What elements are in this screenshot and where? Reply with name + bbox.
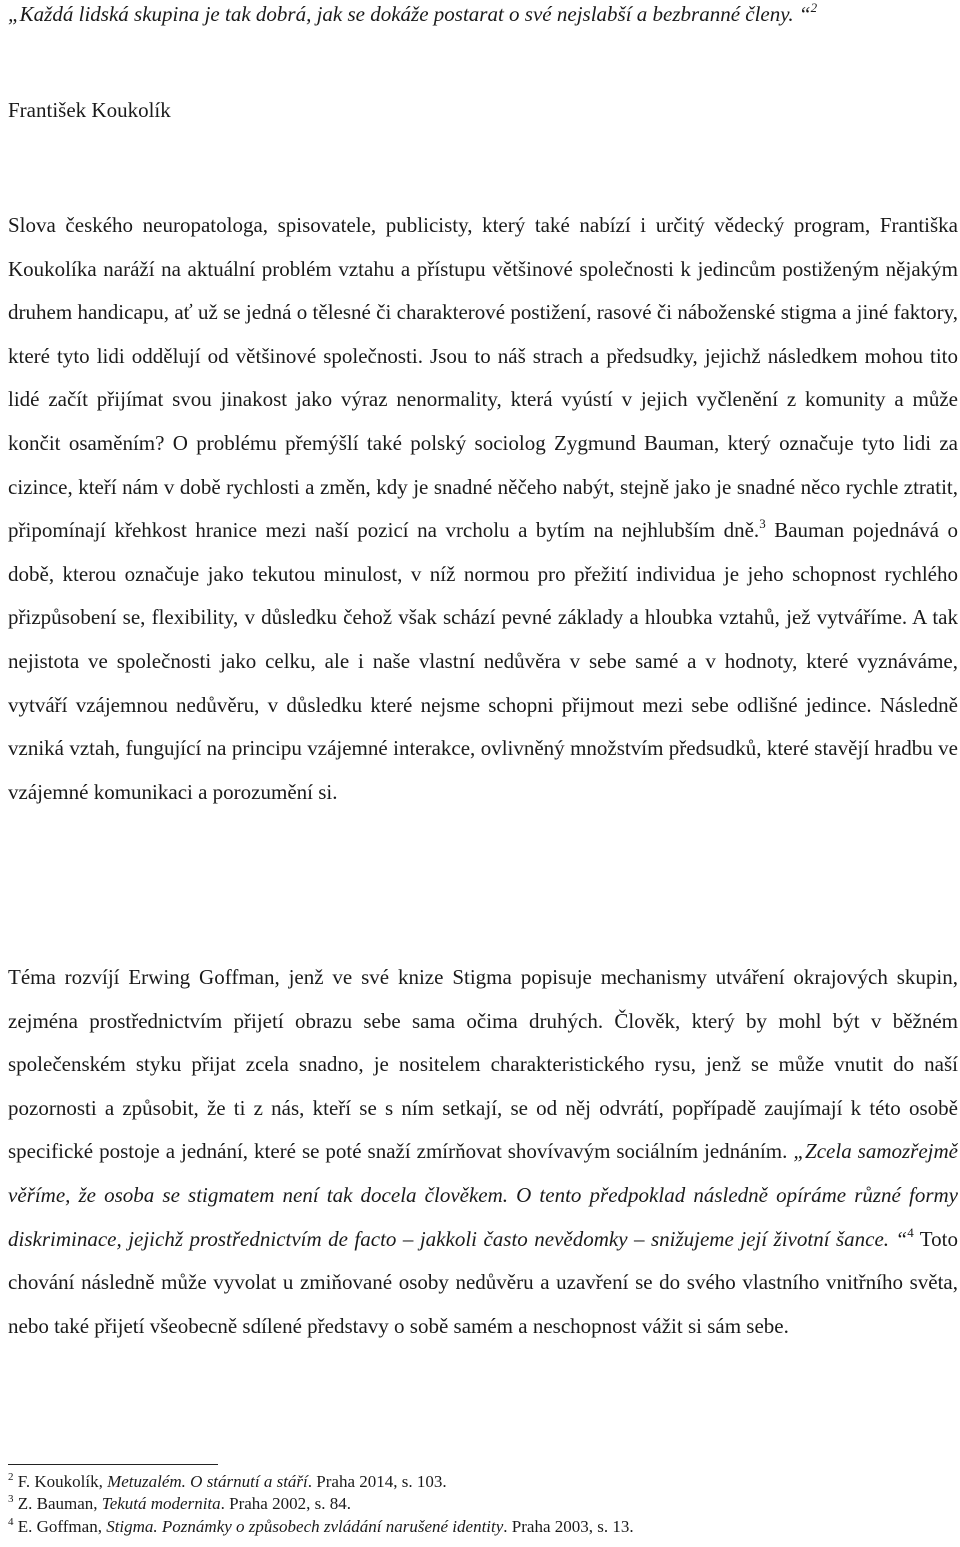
- footnote-rest: . Praha 2003, s. 13.: [503, 1516, 634, 1536]
- footnote-divider: [8, 1464, 218, 1465]
- footnote-title: Stigma. Poznámky o způsobech zvládání narušené identity: [106, 1516, 504, 1536]
- footnote-separator: ,: [93, 1494, 102, 1514]
- footnote-number: 4: [8, 1515, 14, 1528]
- footnote-title: Metuzalém. O stárnutí a stáří: [107, 1472, 308, 1491]
- paragraph-1: [8, 204, 958, 814]
- footnote-title: Tekutá modernita: [101, 1494, 221, 1514]
- paragraph-2: [8, 956, 958, 1348]
- footnote-ref-2[interactable]: 2: [810, 0, 818, 15]
- footnote-ref-4[interactable]: 4: [907, 1224, 914, 1240]
- footnote-3: [8, 1493, 958, 1515]
- footnote-author: F. Koukolík: [17, 1472, 99, 1491]
- footnote-separator: ,: [97, 1516, 107, 1536]
- footnote-rest: . Praha 2002, s. 84.: [220, 1494, 351, 1514]
- footnote-author: Z. Bauman: [17, 1494, 94, 1514]
- footnote-separator: ,: [98, 1472, 108, 1491]
- footnote-number: 3: [8, 1493, 14, 1506]
- paragraph-1-text-a: Slova českého neuropatologa, spisovatele, publicisty, který také nabízí i určitý vědecký program, Františka Koukolíka naráží na aktuální problém vztahu a přístupu většinové společnosti k jedincům postiženým nějakým druhem handicapu, ať už se jedná o tělesné či charakterové postižení, rasové či náboženské stigma a jiné faktory, které tyto lidi oddělují od většinové společnosti. Jsou to náš strach a předsudky, jejichž následkem mohou tito lidé začít přijímat svou jinakost jako výraz nenormality, která vyústí v jejich vyčlenění z komunity a může končit osaměním? O problému přemýšlí také polský sociolog Zygmund Bauman, který označuje tyto lidi za cizince, kteří nám v době rychlosti a změn, kdy je snadné něčeho nabýt, stejně jako je snadné něco rychle ztratit, připomínají křehkost hranice mezi naší pozicí na vrcholu a bytím na nejhlubším dně.: [8, 213, 958, 543]
- footnote-author: E. Goffman: [17, 1516, 98, 1536]
- epigraph-quote: [8, 0, 958, 37]
- epigraph-author: František Koukolík: [8, 98, 171, 122]
- paragraph-2-text-a: Téma rozvíjí Erwing Goffman, jenž ve své knize Stigma popisuje mechanismy utváření okrajových skupin, zejména prostřednictvím přijetí obrazu sebe sama očima druhých. Člověk, který by mohl být v běžném společenském styku přijat zcela snadno, je nositelem charakteristického rysu, jenž se může vnutit do naší pozornosti a způsobit, že ti z nás, kteří se s ním setkají, se od něj odvrátí, popřípadě zaujímají k této osobě specifické postoje a jednání, které se poté snaží zmírňovat shovívavým sociálním jednáním.: [8, 965, 958, 1164]
- footnotes: [8, 1471, 958, 1538]
- footnote-number: 2: [8, 1471, 14, 1483]
- footnote-2: [8, 1471, 958, 1493]
- paragraph-1-text-b: Bauman pojednává o době, kterou označuje jako tekutou minulost, v níž normou pro přežití individua je jeho schopnost rychlého přizpůsobení se, flexibility, v důsledku čehož však schází pevné základy a hloubka vztahů, jež vytváříme. A tak nejistota ve společnosti jako celku, ale i naše vlastní nedůvěra v sebe samé a v hodnoty, které vyznáváme, vytváří vzájemnou nedůvěru, v důsledku které nejsme schopni přijmout mezi sebe odlišné jedince. Následně vzniká vztah, fungující na principu vzájemné interakce, ovlivněný množstvím předsudků, které stavějí hradbu ve vzájemné komunikaci a porozumění si.: [8, 518, 958, 804]
- goffman-quote: „Zcela samozřejmě věříme, že osoba se stigmatem není tak docela člověkem. O tento předpoklad následně opíráme různé formy diskriminace, jejichž prostřednictvím de facto – jakkoli často nevědomky – snižujeme její životní šance. “: [8, 1139, 958, 1251]
- footnote-4: [8, 1516, 958, 1538]
- footnote-ref-3[interactable]: 3: [759, 516, 766, 532]
- paragraph-2-text-b: Toto chování následně může vyvolat u zmiňované osoby nedůvěru a uzavření se do svého vlastního vnitřního světa, nebo také přijetí všeobecně sdílené představy o sobě samém a neschopnost vážit si sám sebe.: [8, 1226, 959, 1338]
- epigraph-text: „Každá lidská skupina je tak dobrá, jak se dokáže postarat o své nejslabší a bezbranné členy. “: [8, 2, 811, 26]
- footnote-rest: . Praha 2014, s. 103.: [307, 1472, 447, 1491]
